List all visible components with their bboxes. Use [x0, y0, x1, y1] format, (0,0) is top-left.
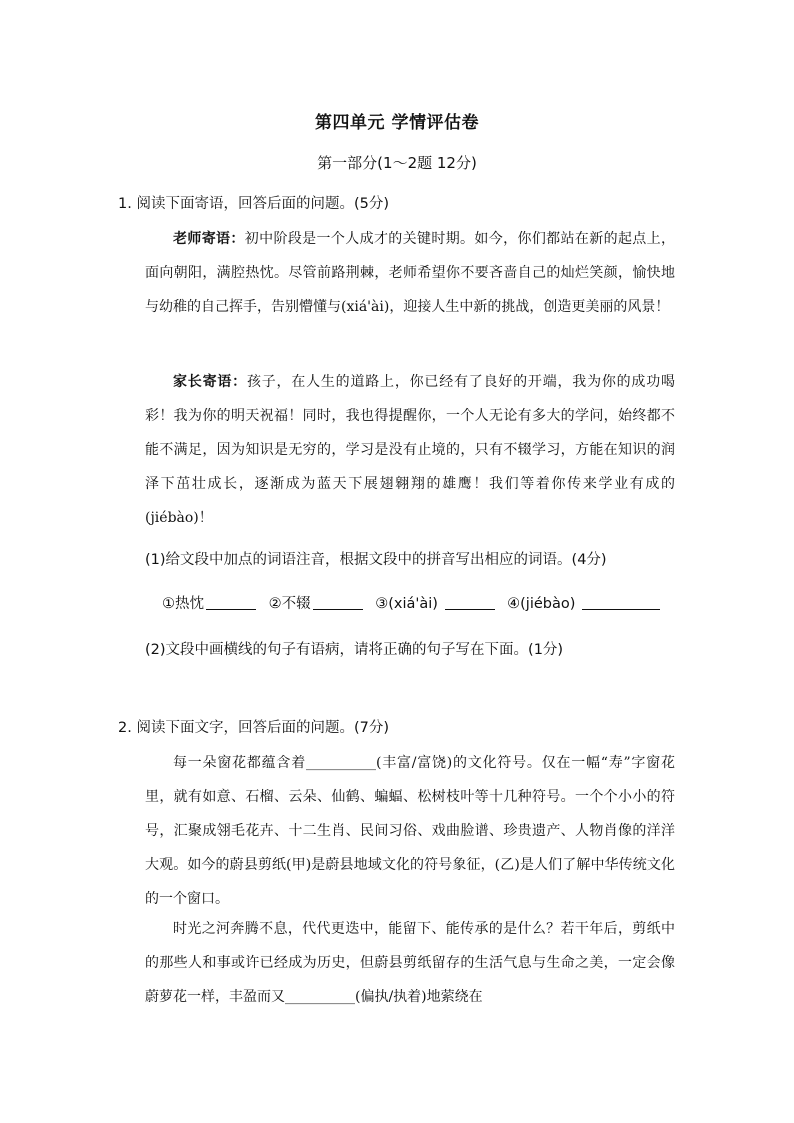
answer-blank-4[interactable] — [582, 608, 660, 610]
answer-item-1 — [162, 596, 256, 612]
answer-label-4: ④(jiébào) — [507, 596, 576, 612]
question-1-prompt: 1. 阅读下面寄语，回答后面的问题。(5分) — [118, 196, 389, 212]
teacher-message — [145, 222, 675, 324]
section-heading: 第一部分(1～2题 12分) — [317, 154, 477, 172]
answer-blank-1[interactable] — [206, 608, 256, 610]
sub-question-1: (1)给文段中加点的词语注音，根据文段中的拼音写出相应的词语。(4分) — [145, 552, 607, 568]
teacher-message-text: 初中阶段是一个人成才的关键时期。如今，你们都站在新的起点上，面向朝阳，满腔热忱。尽管前路荆棘，老师希望你不要吝啬自己的灿烂笑颜，愉快地与幼稚的自己挥手，告别懵懂与(xiá'ài)，迎接人生中新的挑战，创造更美丽的风景！ — [145, 231, 675, 315]
parent-message — [145, 365, 675, 535]
answer-label-3: ③(xiá'ài) — [375, 596, 438, 612]
teacher-message-label: 老师寄语： — [173, 231, 245, 247]
answer-label-1: ①热忱 — [162, 596, 204, 612]
answer-blanks-row — [162, 592, 668, 613]
sub-question-2: (2)文段中画横线的句子有语病，请将正确的句子写在下面。(1分) — [145, 642, 564, 658]
question-2-prompt: 2. 阅读下面文字，回答后面的问题。(7分) — [118, 720, 389, 736]
answer-item-3 — [375, 596, 494, 612]
answer-item-2 — [269, 596, 363, 612]
parent-message-label: 家长寄语： — [173, 374, 247, 390]
answer-label-2: ②不辍 — [268, 596, 311, 612]
parent-message-text: 孩子，在人生的道路上，你已经有了良好的开端，我为你的成功喝彩！我为你的明天祝福！同时，我也得提醒你，一个人无论有多大的学问，始终都不能不满足，因为知识是无穷的，学习是没有止境的，只有不辍学习，方能在知识的润泽下茁壮成长，逐渐成为蓝天下展翅翱翔的雄鹰！我们等着你传来学业有成的(jiébào)！ — [145, 374, 676, 526]
answer-item-4 — [507, 596, 660, 612]
passage-paragraph-2: 时光之河奔腾不息，代代更迭中，能留下、能传承的是什么？若干年后，剪纸中的那些人和事或许已经成为历史，但蔚县剪纸留存的生活气息与生命之美，一定会像蔚萝花一样，丰盈而又__________(偏执/执着)地萦绕在 — [145, 921, 675, 1005]
answer-blank-2[interactable] — [313, 608, 363, 610]
passage-paragraph-1: 每一朵窗花都蕴含着__________(丰富/富饶)的文化符号。仅在一幅“寿”字窗花里，就有如意、石榴、云朵、仙鹤、蝙蝠、松树枝叶等十几种符号。一个个小小的符号，汇聚成翎毛花卉、十二生肖、民间习俗、戏曲脸谱、珍贵遗产、人物肖像的洋洋大观。如今的蔚县剪纸(甲)是蔚县地域文化的符号象征，(乙)是人们了解中华传统文化的一个窗口。 — [145, 755, 675, 907]
answer-blank-3[interactable] — [445, 608, 495, 610]
page-title: 第四单元 学情评估卷 — [315, 113, 479, 133]
